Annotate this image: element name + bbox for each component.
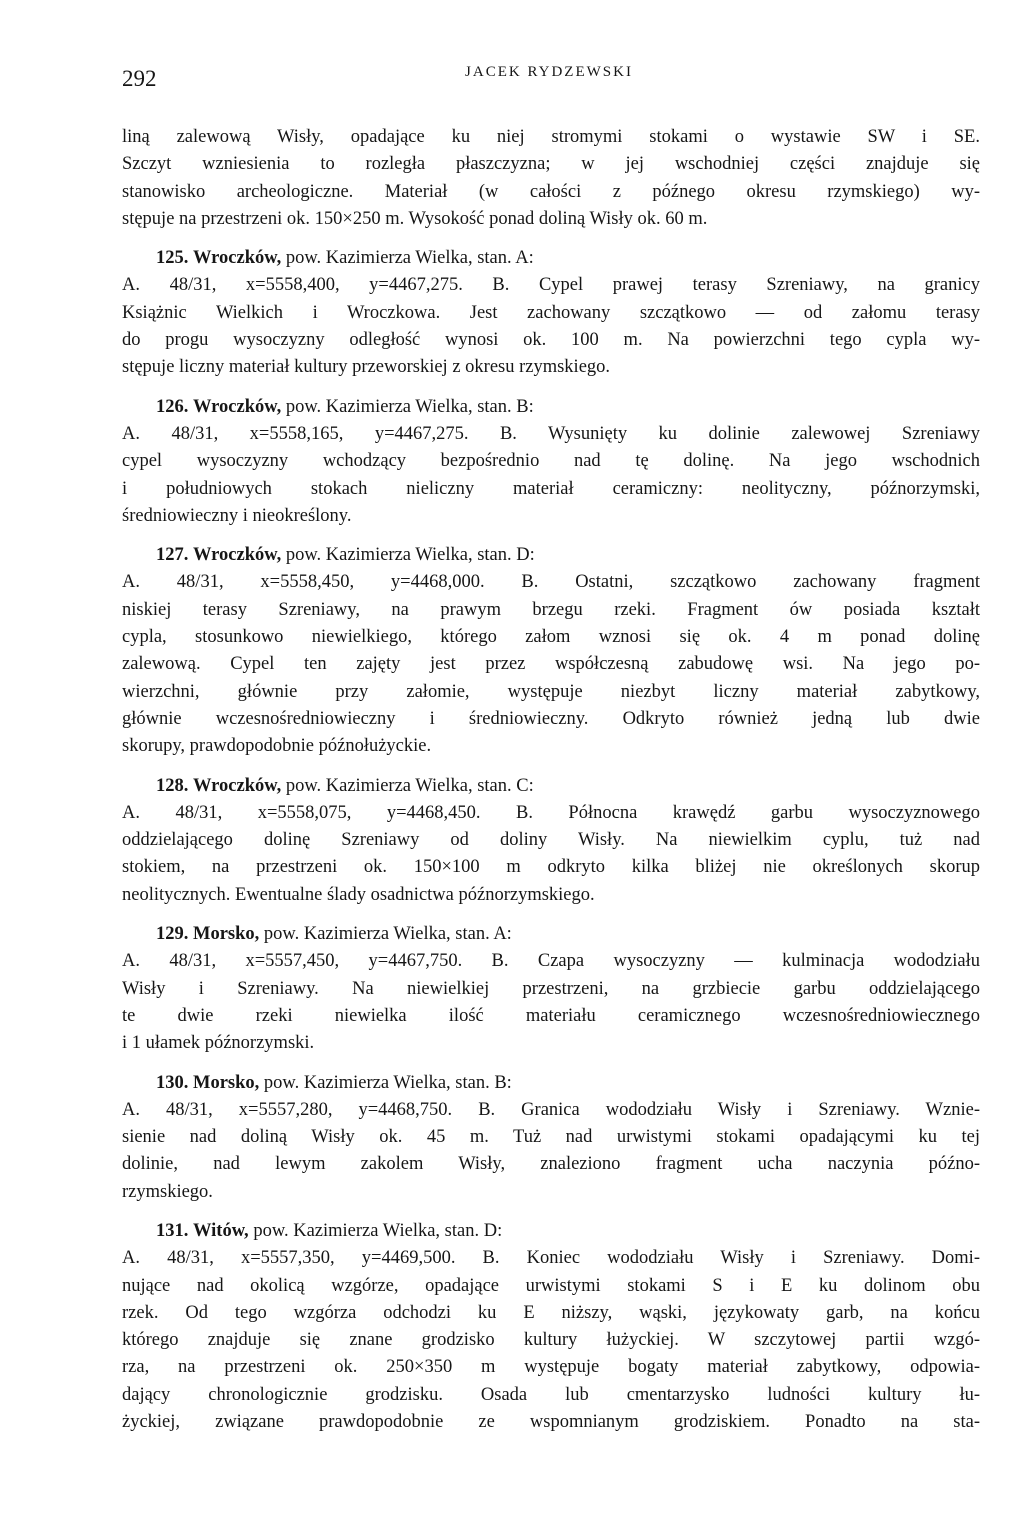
running-head: JACEK RYDZEWSKI <box>465 64 633 80</box>
text-line: stokiem, na przestrzeni ok. 150×100 m odkryto kilka bliżej nie określonych skorup <box>122 857 980 878</box>
text-line: rzymskiego. <box>122 1181 213 1202</box>
text-line: te dwie rzeki niewielka ilość materiału ceramicznego wczesnośredniowiecznego <box>122 1005 980 1026</box>
paragraph-gap <box>122 761 980 773</box>
entry-place: Wroczków, <box>193 248 282 269</box>
text-line: głównie wczesnośredniowieczny i średniowieczny. Odkryto również jedną lub dwie <box>122 708 980 729</box>
text-line: niskiej terasy Szreniawy, na prawym brzegu rzeki. Fragment ów posiada kształt <box>122 599 980 620</box>
text-line: dający chronologicznie grodzisku. Osada lub cmentarzysko ludności kultury łu- <box>122 1384 980 1405</box>
text-line: do progu wysoczyzny odległość wynosi ok. 100 m. Na powierzchni tego cypla wy- <box>122 330 980 351</box>
entry-number: 131. <box>156 1220 189 1241</box>
entry-place: Wroczków, <box>193 545 282 566</box>
text-line: i 1 ułamek późnorzymski. <box>122 1033 315 1054</box>
entry-location: pow. Kazimierza Wielka, stan. D: <box>281 545 535 566</box>
text-line: oddzielającego dolinę Szreniawy od doliny Wisły. Na niewielkim cyplu, tuż nad <box>122 830 980 851</box>
text-line: skorupy, prawdopodobnie późnołużyckie. <box>122 736 432 757</box>
entry-heading <box>122 245 980 272</box>
entry-place: Wroczków, <box>193 396 282 417</box>
paragraph-gap <box>122 1058 980 1070</box>
text-line: A. 48/31, x=5558,075, y=4468,450. B. Północna krawędź garbu wysoczyznowego <box>122 802 980 823</box>
entry-location: pow. Kazimierza Wielka, stan. B: <box>259 1072 512 1093</box>
entry-heading <box>122 542 980 569</box>
entry-number: 129. <box>156 924 189 945</box>
text-line: A. 48/31, x=5558,450, y=4468,000. B. Ostatni, szczątkowo zachowany fragment <box>122 572 980 593</box>
paragraph-gap <box>122 909 980 921</box>
text-line: Wisły i Szreniawy. Na niewielkiej przestrzeni, na grzbiecie garbu oddzielającego <box>122 978 980 999</box>
text-line: rza, na przestrzeni ok. 250×350 m występuje bogaty materiał zabytkowy, odpowia- <box>122 1357 980 1378</box>
entry-place: Wroczków, <box>193 775 282 796</box>
text-line: cypla, stosunkowo niewielkiego, którego załom wznosi się ok. 4 m ponad dolinę <box>122 627 980 648</box>
text-line: stępuje liczny materiał kultury przeworskiej z okresu rzymskiego. <box>122 357 611 378</box>
entry-location: pow. Kazimierza Wielka, stan. D: <box>248 1220 503 1241</box>
text-line: nujące nad okolicą wzgórze, opadające urwistymi stokami S i E ku dolinom obu <box>122 1275 980 1296</box>
entry-heading <box>122 1218 980 1245</box>
entry-number: 126. <box>156 396 189 417</box>
text-line: życkiej, związane prawdopodobnie ze wspomnianym grodziskiem. Ponadto na sta- <box>122 1412 980 1433</box>
text-line: sienie nad doliną Wisły ok. 45 m. Tuż nad urwistymi stokami opadającymi ku tej <box>122 1127 980 1148</box>
entry-heading <box>122 1070 980 1097</box>
text-line: A. 48/31, x=5557,280, y=4468,750. B. Granica wododziału Wisły i Szreniawy. Wznie- <box>122 1099 980 1120</box>
text-line: cypel wysoczyzny wchodzący bezpośrednio nad tę dolinę. Na jego wschodnich <box>122 451 980 472</box>
entry-heading <box>122 921 980 948</box>
entry-location: pow. Kazimierza Wielka, stan. B: <box>281 396 534 417</box>
text-line: rzek. Od tego wzgórza odchodzi ku E niższy, wąski, językowaty garb, na końcu <box>122 1302 980 1323</box>
entry-place: Witów, <box>193 1220 249 1241</box>
paragraph-gap <box>122 233 980 245</box>
text-line: zalewową. Cypel ten zajęty jest przez współczesną zabudowę wsi. Na jego po- <box>122 654 980 675</box>
entry-number: 125. <box>156 248 189 269</box>
text-line: dolinie, nad lewym zakolem Wisły, znaleziono fragment ucha naczynia późno- <box>122 1154 980 1175</box>
paragraph-gap <box>122 530 980 542</box>
text-line: A. 48/31, x=5557,450, y=4467,750. B. Czapa wysoczyzny — kulminacja wododziału <box>122 951 980 972</box>
text-line: A. 48/31, x=5557,350, y=4469,500. B. Koniec wododziału Wisły i Szreniawy. Domi- <box>122 1248 980 1269</box>
text-line: A. 48/31, x=5558,165, y=4467,275. B. Wysunięty ku dolinie zalewowej Szreniawy <box>122 423 980 444</box>
text-line: Książnic Wielkich i Wroczkowa. Jest zachowany szczątkowo — od załomu terasy <box>122 302 980 323</box>
entry-heading <box>122 773 980 800</box>
entry-location: pow. Kazimierza Wielka, stan. C: <box>281 775 534 796</box>
text-line: neolitycznych. Ewentualne ślady osadnictwa późnorzymskiego. <box>122 884 595 905</box>
text-line: liną zalewową Wisły, opadające ku niej stromymi stokami o wystawie SW i SE. <box>122 127 980 147</box>
entry-number: 130. <box>156 1072 189 1093</box>
text-line: wierzchni, głównie przy załomie, występuje niezbyt liczny materiał zabytkowy, <box>122 681 980 702</box>
entry-location: pow. Kazimierza Wielka, stan. A: <box>259 924 512 945</box>
entry-place: Morsko, <box>193 1072 260 1093</box>
entry-heading <box>122 394 980 421</box>
text-line: i południowych stokach nieliczny materiał ceramiczny: neolityczny, późnorzymski, <box>122 478 980 499</box>
text-line: stanowisko archeologiczne. Materiał (w całości z późnego okresu rzymskiego) wy- <box>122 181 980 202</box>
paragraph-gap <box>122 382 980 394</box>
entry-location: pow. Kazimierza Wielka, stan. A: <box>281 248 534 269</box>
text-line: stępuje na przestrzeni ok. 150×250 m. Wysokość ponad doliną Wisły ok. 60 m. <box>122 208 708 229</box>
text-line: średniowieczny i nieokreślony. <box>122 505 352 526</box>
entry-number: 127. <box>156 545 189 566</box>
text-line: A. 48/31, x=5558,400, y=4467,275. B. Cypel prawej terasy Szreniawy, na granicy <box>122 275 980 296</box>
entry-place: Morsko, <box>193 924 260 945</box>
entry-number: 128. <box>156 775 189 796</box>
body-text <box>122 124 980 1436</box>
text-line: Szczyt wzniesienia to rozległa płaszczyzna; w jej wschodniej części znajduje się <box>122 154 980 175</box>
page-number: 292 <box>122 66 157 91</box>
page-header <box>122 60 976 96</box>
paragraph-gap <box>122 1206 980 1218</box>
text-line: którego znajduje się znane grodzisko kultury łużyckiej. W szczytowej partii wzgó- <box>122 1330 980 1351</box>
